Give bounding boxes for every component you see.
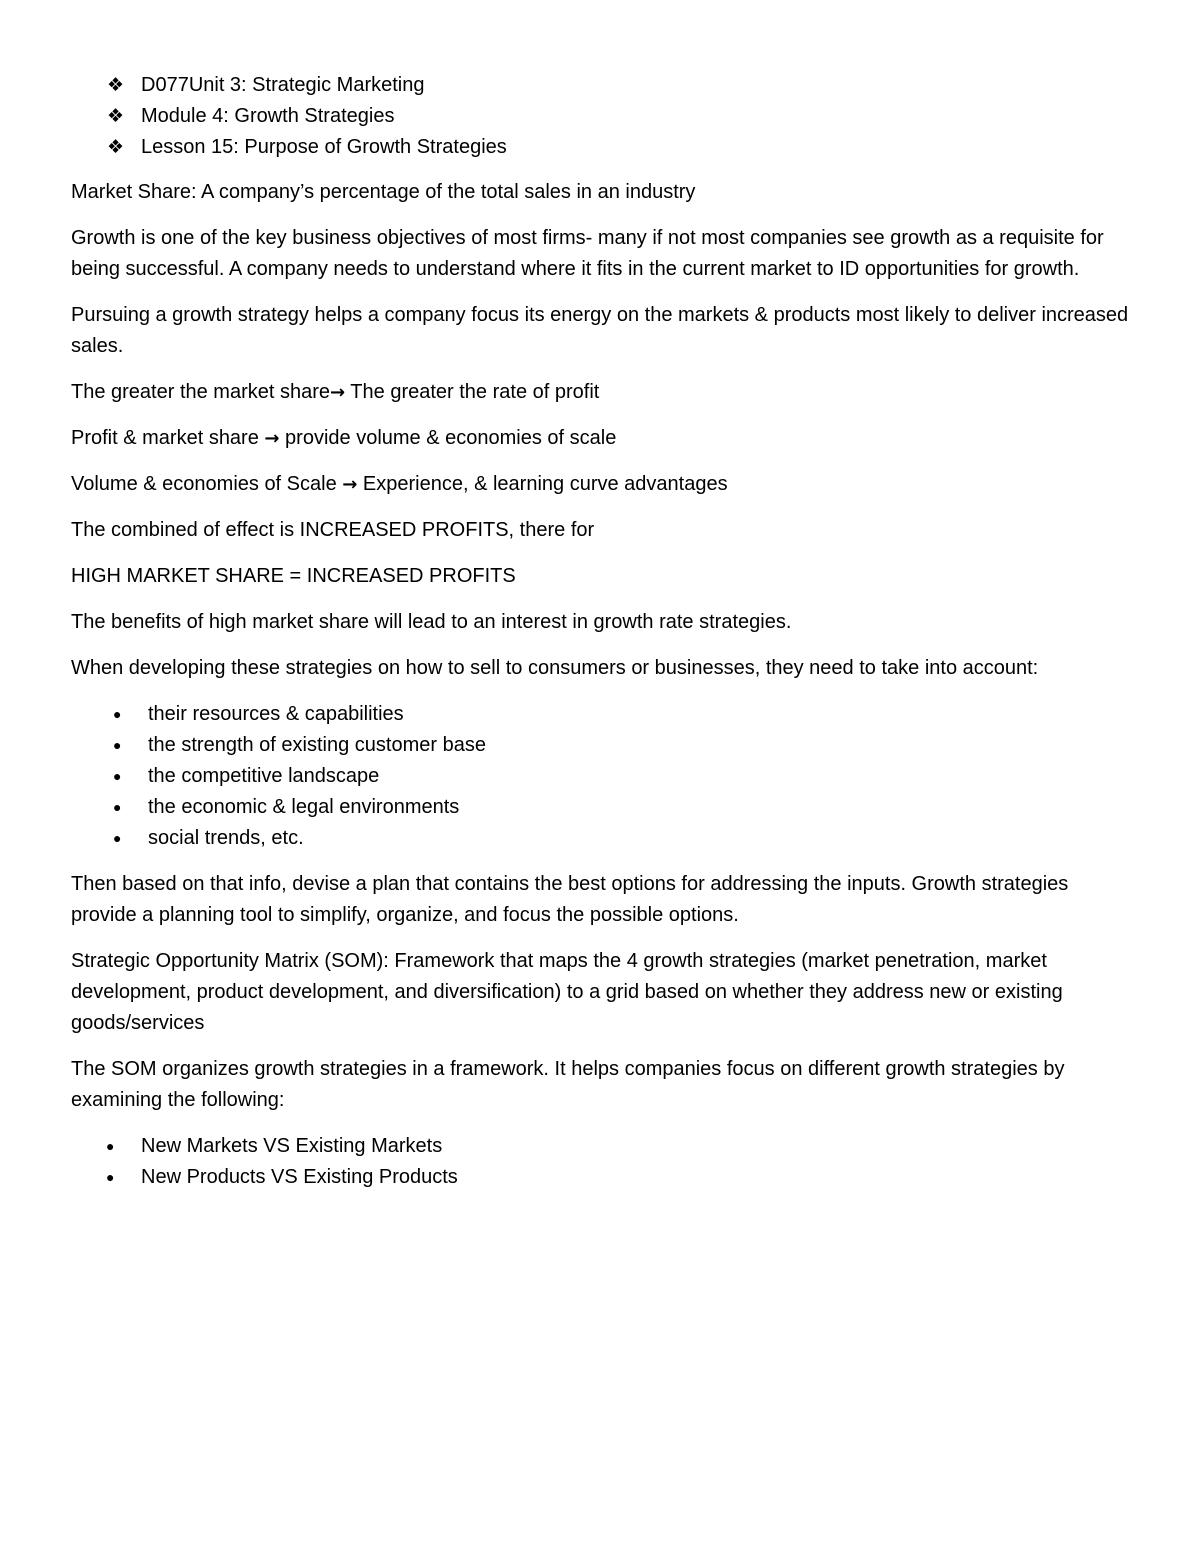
chain-text: The greater the market share (71, 381, 331, 403)
list-item-text: the strength of existing customer base (148, 734, 486, 756)
course-unit-title: D077Unit 3: Strategic Marketing (141, 74, 425, 96)
bullet-icon: ● (113, 768, 122, 784)
bullet-icon: ● (113, 737, 122, 753)
list-item (71, 1162, 1131, 1193)
considerations-list (71, 699, 1131, 854)
som-organizes-paragraph: The SOM organizes growth strategies in a framework. It helps companies focus on different growth strategies by examining the following: (71, 1058, 1065, 1111)
chain-text: Volume & economies of Scale (71, 473, 343, 495)
diamond-bullet-icon: ❖ (107, 74, 125, 96)
chain-text: Profit & market share (71, 427, 265, 449)
list-item (71, 792, 1131, 823)
list-item-text: New Products VS Existing Products (141, 1166, 458, 1188)
equation-line: HIGH MARKET SHARE = INCREASED PROFITS (71, 565, 516, 587)
bullet-icon: ● (113, 830, 122, 846)
list-item (71, 823, 1131, 854)
som-definition-paragraph: Strategic Opportunity Matrix (SOM): Framework that maps the 4 growth strategies (market penetration, market development, product development, and diversification) to a grid based on whether they address new or existing goods/services (71, 950, 1063, 1034)
then-based-paragraph: Then based on that info, devise a plan that contains the best options for addressing the inputs. Growth strategies provide a planning tool to simplify, organize, and focus the possible options. (71, 873, 1069, 926)
list-item (71, 730, 1131, 761)
right-arrow-icon: → (342, 474, 358, 495)
chain-line-1 (71, 377, 1131, 408)
bullet-icon: ● (106, 1169, 115, 1185)
chain-text: The greater the rate of profit (345, 381, 600, 403)
list-item-text: their resources & capabilities (148, 703, 404, 725)
list-item (71, 761, 1131, 792)
module-title: Module 4: Growth Strategies (141, 105, 395, 127)
list-item-text: New Markets VS Existing Markets (141, 1135, 443, 1157)
list-item-text: social trends, etc. (148, 827, 304, 849)
list-item-text: the economic & legal environments (148, 796, 460, 818)
som-factors-list (71, 1131, 1131, 1193)
list-item (71, 132, 1131, 163)
pursuing-paragraph: Pursuing a growth strategy helps a company focus its energy on the markets & products most likely to deliver increased sales. (71, 304, 1129, 357)
lesson-title: Lesson 15: Purpose of Growth Strategies (141, 136, 507, 158)
list-item (71, 1131, 1131, 1162)
document-page (71, 70, 1131, 1208)
chain-line-2 (71, 423, 1131, 454)
course-heading-list (71, 70, 1131, 163)
chain-text: Experience, & learning curve advantages (357, 473, 728, 495)
chain-line-3 (71, 469, 1131, 500)
diamond-bullet-icon: ❖ (107, 105, 125, 127)
growth-paragraph: Growth is one of the key business objectives of most firms- many if not most companies see growth as a requisite for being successful. A company needs to understand where it fits in the current market to ID opportunities for growth. (71, 227, 1104, 280)
bullet-icon: ● (106, 1138, 115, 1154)
list-item (71, 70, 1131, 101)
list-item (71, 699, 1131, 730)
list-item (71, 101, 1131, 132)
list-item-text: the competitive landscape (148, 765, 380, 787)
developing-paragraph: When developing these strategies on how to sell to consumers or businesses, they need to take into account: (71, 657, 1039, 679)
right-arrow-icon: → (330, 382, 346, 403)
chain-text: provide volume & economies of scale (279, 427, 617, 449)
combined-effect-paragraph: The combined of effect is INCREASED PROFITS, there for (71, 519, 595, 541)
market-share-definition: Market Share: A company’s percentage of the total sales in an industry (71, 181, 696, 203)
bullet-icon: ● (113, 706, 122, 722)
right-arrow-icon: → (264, 428, 280, 449)
benefits-paragraph: The benefits of high market share will lead to an interest in growth rate strategies. (71, 611, 792, 633)
bullet-icon: ● (113, 799, 122, 815)
diamond-bullet-icon: ❖ (107, 136, 125, 158)
